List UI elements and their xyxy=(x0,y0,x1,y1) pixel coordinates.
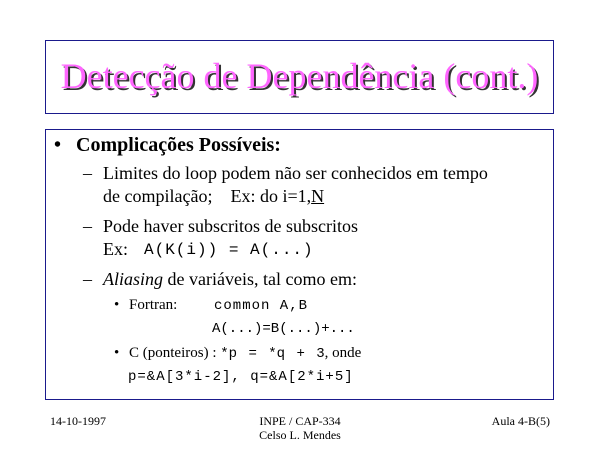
footer-date: 14-10-1997 xyxy=(50,414,106,428)
limits-line1: Limites do loop podem não ser conhecidos em tempo xyxy=(103,163,488,183)
fortran-code1: common A,B xyxy=(214,298,309,314)
subscripts-ex-code: A(K(i)) = A(...) xyxy=(144,241,314,259)
fortran-code2: A(...)=B(...)+... xyxy=(212,321,355,337)
section-heading: Complicações Possíveis: xyxy=(76,134,281,156)
dash-marker: – xyxy=(83,163,92,183)
aliasing-rest: de variáveis, tal como em: xyxy=(163,269,357,289)
aliasing-word: Aliasing xyxy=(103,269,164,289)
c-onde: , onde xyxy=(324,345,362,361)
sub-bullet-marker: • xyxy=(114,297,120,313)
c-code: *p = *q + 3 xyxy=(220,346,325,362)
dash-marker: – xyxy=(83,269,92,289)
c-code2: p=&A[3*i-2], q=&A[2*i+5] xyxy=(128,369,354,385)
dash-marker: – xyxy=(83,216,92,236)
title-box xyxy=(45,40,554,114)
footer-course: INPE / CAP-334 xyxy=(259,414,341,428)
slide-title: Detecção de Dependência (cont.) xyxy=(60,56,539,96)
fortran-label: Fortran: xyxy=(129,297,178,313)
footer-author: Celso L. Mendes xyxy=(259,428,341,442)
limits-text: de compilação; Ex: do i=1, xyxy=(103,186,312,206)
sub-bullet-marker: • xyxy=(114,345,120,361)
c-label: C (ponteiros) : xyxy=(129,345,221,361)
c-line xyxy=(129,345,361,362)
content-box xyxy=(45,129,554,400)
aliasing-line xyxy=(103,269,357,290)
subscripts-line1: Pode haver subscritos de subscritos xyxy=(103,216,358,236)
bullet-marker: • xyxy=(54,134,62,156)
limits-line2 xyxy=(103,186,324,207)
limits-variable: N xyxy=(311,186,325,206)
subscripts-ex-label: Ex: xyxy=(103,239,128,259)
footer-page: Aula 4-B(5) xyxy=(491,414,550,428)
